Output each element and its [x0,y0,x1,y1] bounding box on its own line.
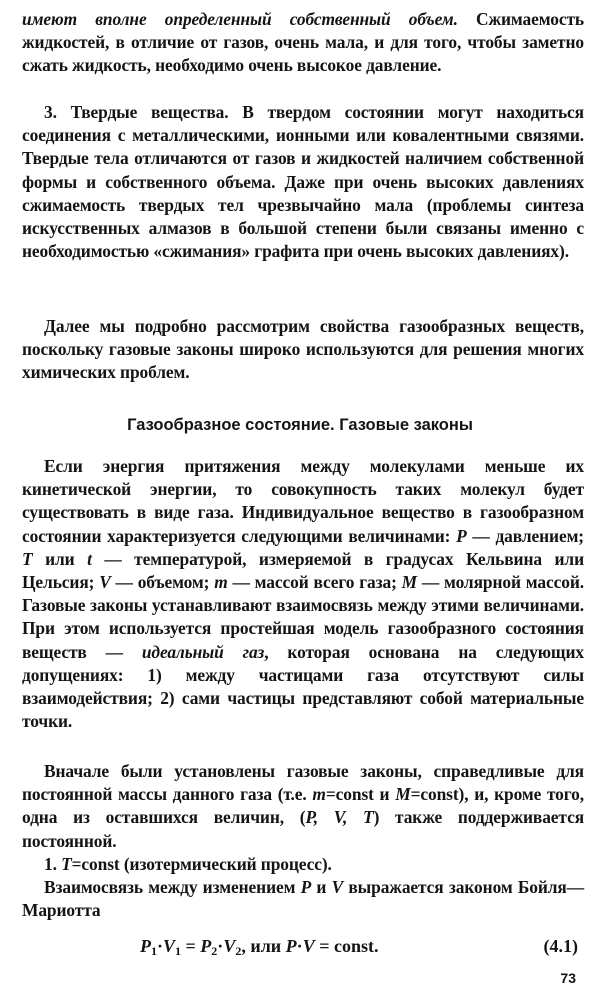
paragraph-boyle-mariotte: Взаимосвязь между изменением P и V выражается законом Бойля—Мариотта [22,877,585,921]
paragraph-gas-laws: Вначале были установлены газовые законы, справедливые для постоянной массы данного газа (т.е. m=const и M=const), и, кроме того, одна из оставшихся величин, (P, V, T) также поддерживается постоянной. [22,761,585,851]
paragraph-liquids-end [22,8,584,78]
equation-number: (4.1) [543,936,578,956]
paragraph-gas-definition: Если энергия притяжения между молекулами меньше их кинетической энергии, то совокупность таких молекул будет существовать в виде газа. Индивидуальное вещество в газообразном состоянии характеризуется следующими величинами: P — давлением; T или t — температурой, измеряемой в градусах Кельвина или Цельсия; V — объемом; m — массой всего газа; M — молярной массой. Газовые законы устанавливают взаимосвязь между этими величинами. При этом используется простейшая модель газообразного состояния веществ — идеальный газ, которая основана на следующих допущениях: 1) между частицами газа отсутствуют силы взаимодействия; 2) сами частицы представляют собой материальные точки. [22,456,585,732]
paragraph-isothermal: 1. T=const (изотермический процесс). [44,854,332,874]
italic-phrase: имеют вполне определенный собственный объем. [22,9,458,29]
paragraph-solids: 3. Твердые вещества. В твердом состоянии могут находиться соединения с металлическими, ионными или ковалентными связями. Твердые тела отличаются от газов и жидкостей наличием собственной формы и собственного объема. Даже при очень высоких давлениях сжимаемость твердых тел чрезвычайно мала (проблемы синтеза искусственных алмазов в большой степени были связаны именно с необходимостью «сжимания» графита при очень высоких давлениях). [22,102,584,262]
paragraph-text: Сжимаемость жидкостей, в отличие от газов, очень мала, и для того, чтобы заметно сжать жидкость, необходимо очень высокое давление. [22,9,584,76]
italic-term-ideal-gas: идеальный газ [141,641,265,662]
page-number: 73 [560,970,576,986]
section-heading: Газообразное состояние. Газовые законы [127,416,473,434]
boyle-mariotte-formula: $P_1\cdot V_1 = P_2\cdot V_2$, или P·V = const. [140,936,379,958]
paragraph-gases-intro: Далее мы подробно рассмотрим свойства газообразных веществ, поскольку газовые законы широко используются для решения многих химических проблем. [22,316,584,383]
